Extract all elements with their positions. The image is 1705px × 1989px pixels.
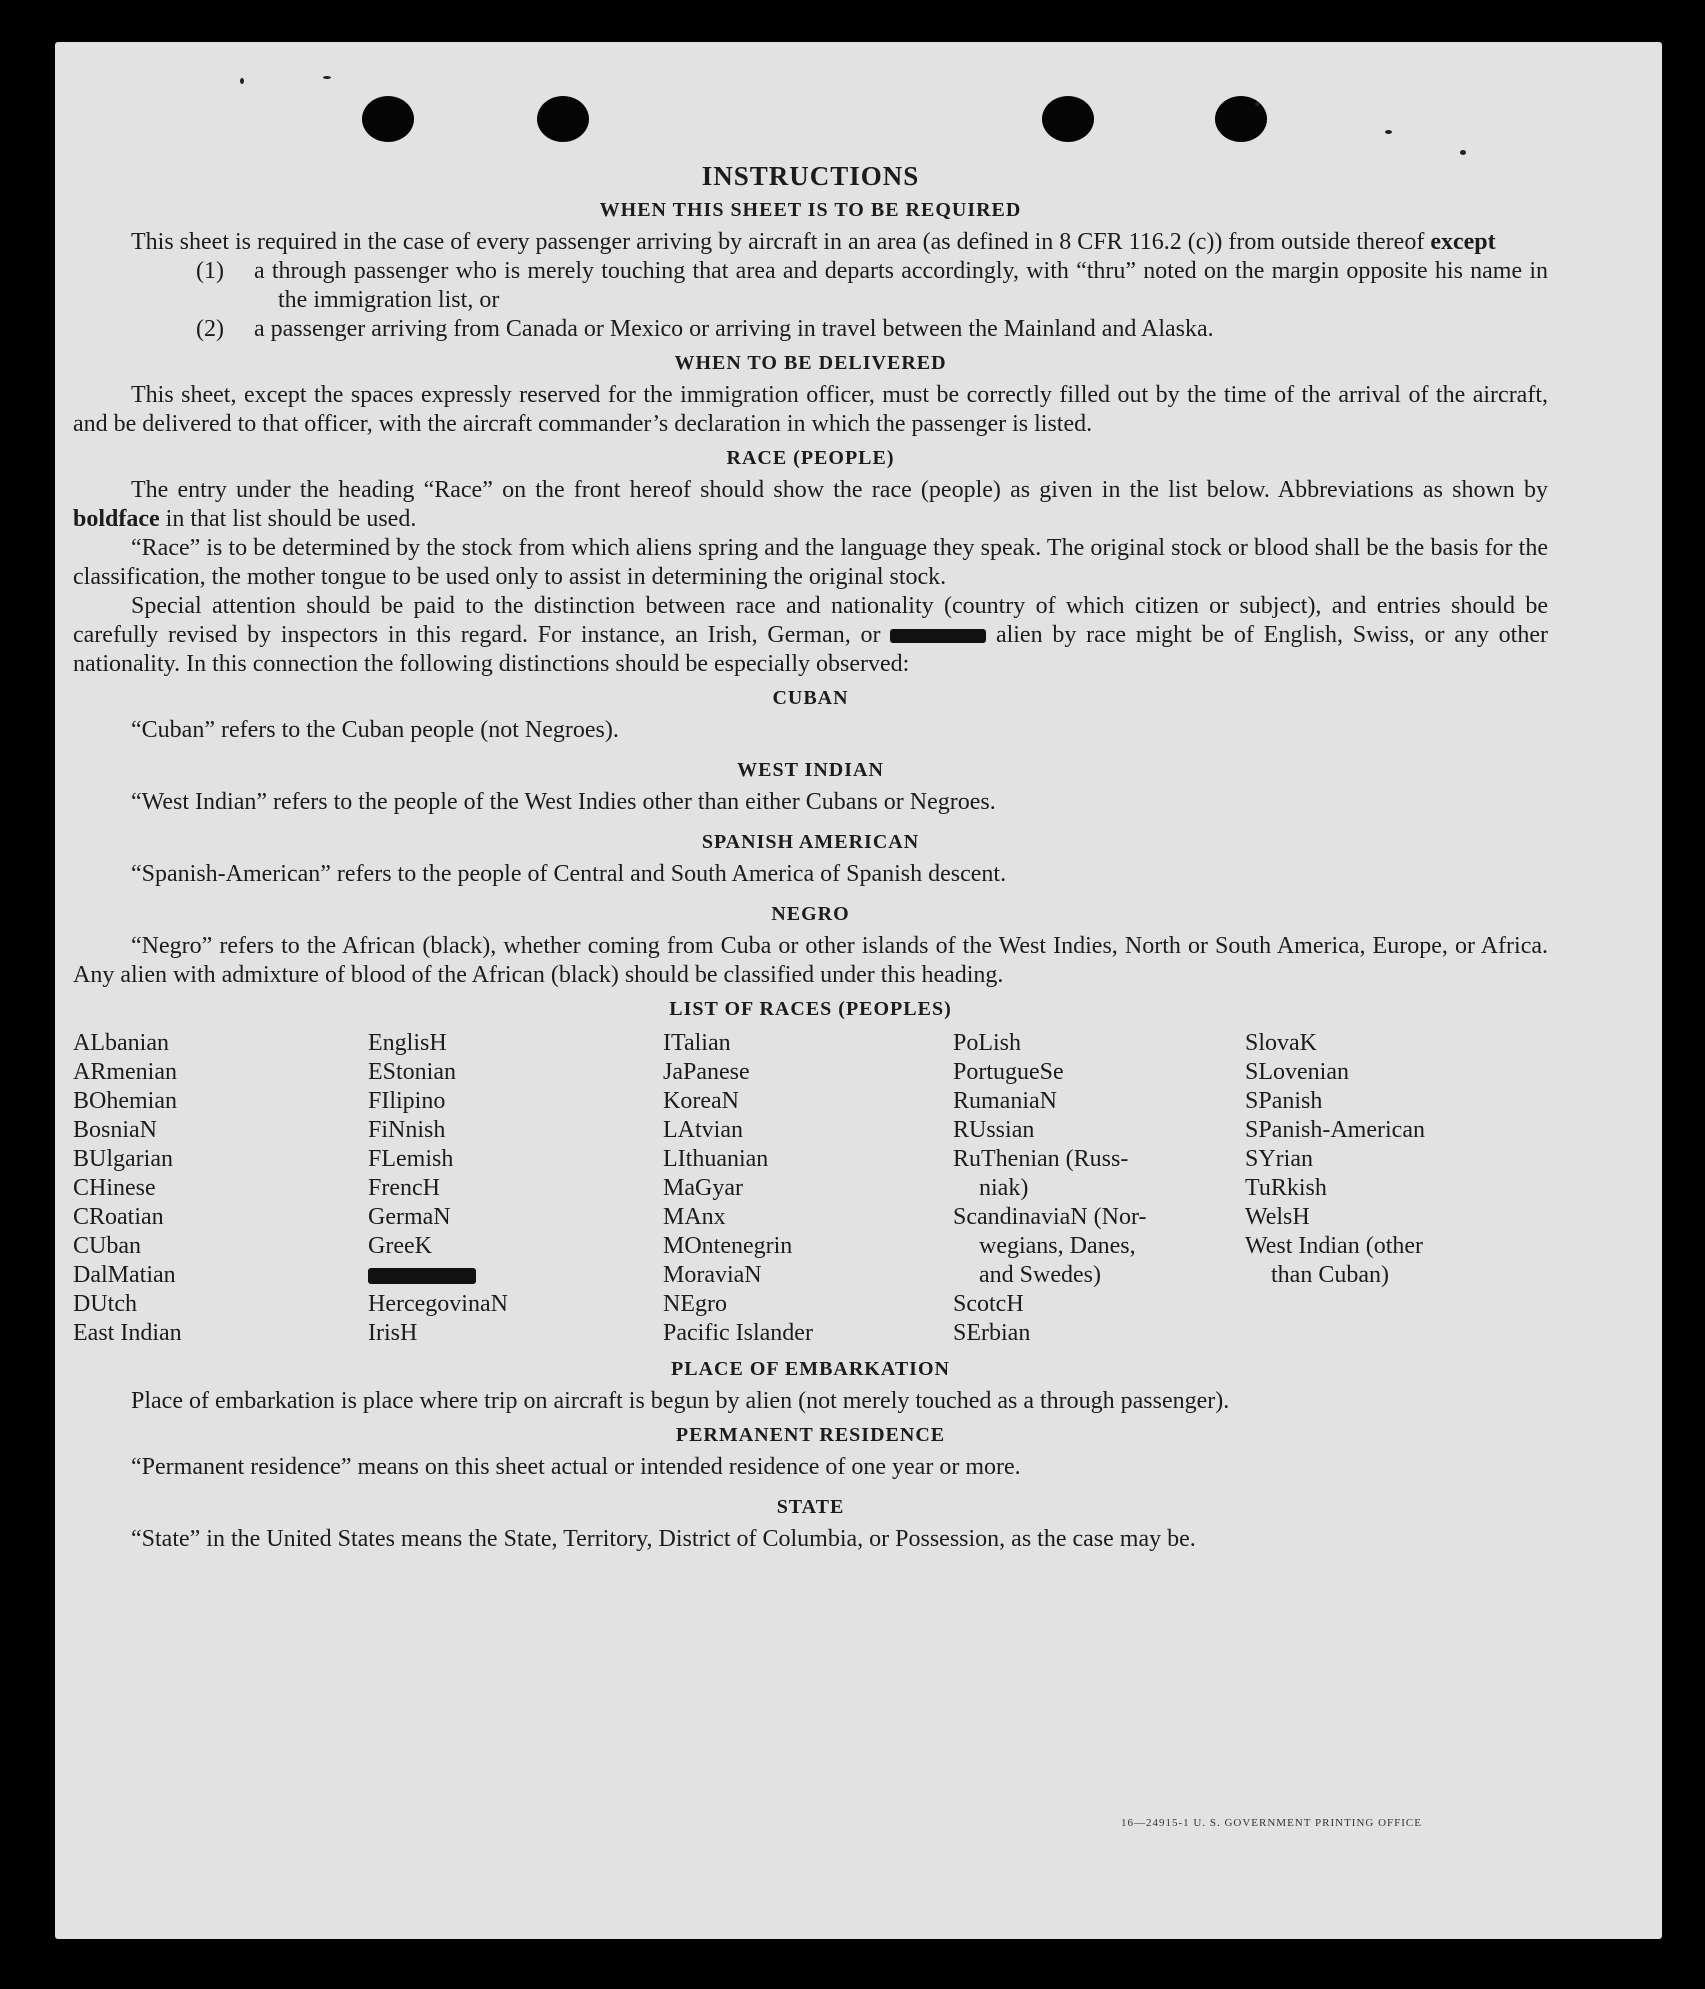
race-p1-a: The entry under the heading “Race” on the front hereof should show the race (people) as given in the list below. Abbreviations as shown by (131, 477, 1548, 503)
negro-text: “Negro” refers to the African (black), whether coming from Cuba or other islands of the West Indies, North or South America, Europe, or Africa. Any alien with admixture of blood of the African (black) should be classified under this heading. (73, 933, 1548, 988)
heading-negro: NEGRO (771, 903, 850, 925)
west-indian-text: “West Indian” refers to the people of the West Indies other than either Cubans or Negroes. (131, 789, 996, 815)
heading-spanish-american: SPANISH AMERICAN (701, 831, 920, 853)
race-entry: SYrian (1245, 1146, 1313, 1172)
race-entry-continued: wegians, Danes, (979, 1233, 1136, 1259)
race-entry: FiNnish (368, 1117, 446, 1143)
document-sheet (55, 42, 1662, 1939)
race-entry: RuThenian (Russ- (953, 1146, 1129, 1172)
redaction-mark (890, 629, 986, 643)
heading-race: RACE (PEOPLE) (726, 447, 895, 469)
race-paragraph-2: “Race” is to be determined by the stock from which aliens spring and the language they speak. The original stock or blood shall be the basis for the classification, the mother tongue to be used only to assist in determining the original stock. (73, 535, 1548, 590)
race-entry: FIlipino (368, 1088, 446, 1114)
race-entry: MaGyar (663, 1175, 743, 1201)
race-column-2 (368, 1029, 663, 1348)
race-entry: GreeK (368, 1233, 432, 1259)
required-item-2 (73, 315, 1548, 344)
printing-office-footer: 16—24915-1 U. S. GOVERNMENT PRINTING OFFICE (1120, 1817, 1422, 1829)
race-p3-a: Special attention should be paid to the distinction between race and nationality (country of which citizen or subject), and entries should be carefully revised by inspectors in this regard. For instance, an Irish, German, or (73, 593, 1548, 648)
race-column-5 (1245, 1029, 1505, 1348)
spanish-american-text: “Spanish-American” refers to the people of Central and South America of Spanish descent. (131, 861, 1007, 887)
race-entry: DalMatian (73, 1262, 176, 1288)
item-text: a through passenger who is merely touching that area and departs accordingly, with “thru” noted on the margin opposite his name in the immigration list, or (254, 258, 1548, 313)
race-entry: SPanish-American (1245, 1117, 1425, 1143)
item-number: (1) (196, 258, 224, 284)
race-list (73, 1029, 1548, 1348)
race-p1-b: in that list should be used. (165, 506, 417, 532)
race-entry: PortugueSe (953, 1059, 1064, 1085)
race-entry-redacted (368, 1261, 663, 1290)
race-entry: SErbian (953, 1320, 1031, 1346)
heading-residence: PERMANENT RESIDENCE (675, 1424, 946, 1446)
race-entry: ARmenian (73, 1059, 177, 1085)
race-entry: MoraviaN (663, 1262, 762, 1288)
race-p1-bold: boldface (73, 506, 160, 532)
heading-cuban: CUBAN (772, 687, 849, 709)
speck (323, 76, 331, 79)
race-entry: LAtvian (663, 1117, 743, 1143)
race-entry: West Indian (other (1245, 1233, 1424, 1259)
race-entry: CRoatian (73, 1204, 164, 1230)
race-column-1 (73, 1029, 368, 1348)
redaction-mark (368, 1268, 476, 1284)
race-p3-b: alien by race might be of English, Swiss, or any other nationality. In this connection the following distinctions should be especially observed: (73, 622, 1548, 677)
speck (1385, 130, 1392, 134)
heading-list-of-races: LIST OF RACES (PEOPLES) (669, 998, 952, 1020)
race-entry: Pacific Islander (663, 1320, 813, 1346)
heading-embarkation: PLACE OF EMBARKATION (671, 1358, 950, 1380)
item-number: (2) (196, 316, 224, 342)
heading-delivered: WHEN TO BE DELIVERED (674, 352, 947, 374)
heading-west-indian: WEST INDIAN (737, 759, 884, 781)
race-entry: EnglisH (368, 1030, 447, 1056)
heading-state: STATE (776, 1496, 845, 1518)
page-title: INSTRUCTIONS (701, 161, 920, 191)
race-entry: MAnx (663, 1204, 726, 1230)
race-entry: NEgro (663, 1291, 727, 1317)
race-paragraph-1 (73, 476, 1548, 534)
race-entry-continued: and Swedes) (979, 1262, 1101, 1288)
race-entry: PoLish (953, 1030, 1022, 1056)
race-entry: IrisH (368, 1320, 418, 1346)
punch-hole (1042, 96, 1094, 142)
state-text: “State” in the United States means the State, Territory, District of Columbia, or Possession, as the case may be. (131, 1526, 1196, 1552)
race-entry: RUssian (953, 1117, 1035, 1143)
race-entry: ITalian (663, 1030, 731, 1056)
race-entry: TuRkish (1245, 1175, 1327, 1201)
cuban-text: “Cuban” refers to the Cuban people (not Negroes). (131, 717, 619, 743)
race-entry-continued: than Cuban) (1271, 1262, 1389, 1288)
race-entry: ScotcH (953, 1291, 1024, 1317)
race-entry: FLemish (368, 1146, 454, 1172)
race-column-3 (663, 1029, 953, 1348)
race-entry: SPanish (1245, 1088, 1323, 1114)
instructions-content (73, 162, 1548, 1554)
required-intro (73, 228, 1548, 257)
required-item-1 (73, 257, 1548, 315)
race-entry: ScandinaviaN (Nor- (953, 1204, 1147, 1230)
race-entry: MOntenegrin (663, 1233, 793, 1259)
speck (1255, 102, 1260, 106)
heading-required: WHEN THIS SHEET IS TO BE REQUIRED (599, 199, 1022, 221)
race-entry: FrencH (368, 1175, 440, 1201)
race-entry-continued: niak) (979, 1175, 1029, 1201)
race-entry: CHinese (73, 1175, 156, 1201)
speck (240, 78, 244, 84)
race-entry: DUtch (73, 1291, 137, 1317)
residence-text: “Permanent residence” means on this sheet actual or intended residence of one year or more. (131, 1454, 1021, 1480)
race-entry: EStonian (368, 1059, 456, 1085)
item-text: a passenger arriving from Canada or Mexico or arriving in travel between the Mainland and Alaska. (254, 316, 1214, 342)
race-entry: GermaN (368, 1204, 451, 1230)
required-intro-text: This sheet is required in the case of every passenger arriving by aircraft in an area (as defined in 8 CFR 116.2 (c)) from outside thereof (131, 229, 1425, 255)
race-entry: SLovenian (1245, 1059, 1349, 1085)
race-column-4 (953, 1029, 1245, 1348)
race-entry: ALbanian (73, 1030, 169, 1056)
race-entry: RumaniaN (953, 1088, 1057, 1114)
race-entry: JaPanese (663, 1059, 750, 1085)
race-entry: HercegovinaN (368, 1291, 508, 1317)
race-entry: CUban (73, 1233, 141, 1259)
race-paragraph-3 (73, 592, 1548, 679)
punch-hole (362, 96, 414, 142)
race-entry: KoreaN (663, 1088, 739, 1114)
race-entry: BUlgarian (73, 1146, 173, 1172)
race-entry: BOhemian (73, 1088, 177, 1114)
punch-hole (537, 96, 589, 142)
race-entry: LIthuanian (663, 1146, 769, 1172)
race-entry: East Indian (73, 1320, 182, 1346)
required-intro-bold: except (1430, 229, 1496, 255)
race-entry: BosniaN (73, 1117, 157, 1143)
speck (1460, 150, 1466, 155)
embarkation-text: Place of embarkation is place where trip on aircraft is begun by alien (not merely touched as a through passenger). (131, 1388, 1230, 1414)
delivered-text: This sheet, except the spaces expressly reserved for the immigration officer, must be correctly filled out by the time of the arrival of the aircraft, and be delivered to that officer, with the aircraft commander’s declaration in which the passenger is listed. (73, 382, 1548, 437)
race-entry: WelsH (1245, 1204, 1310, 1230)
race-entry: SlovaK (1245, 1030, 1317, 1056)
